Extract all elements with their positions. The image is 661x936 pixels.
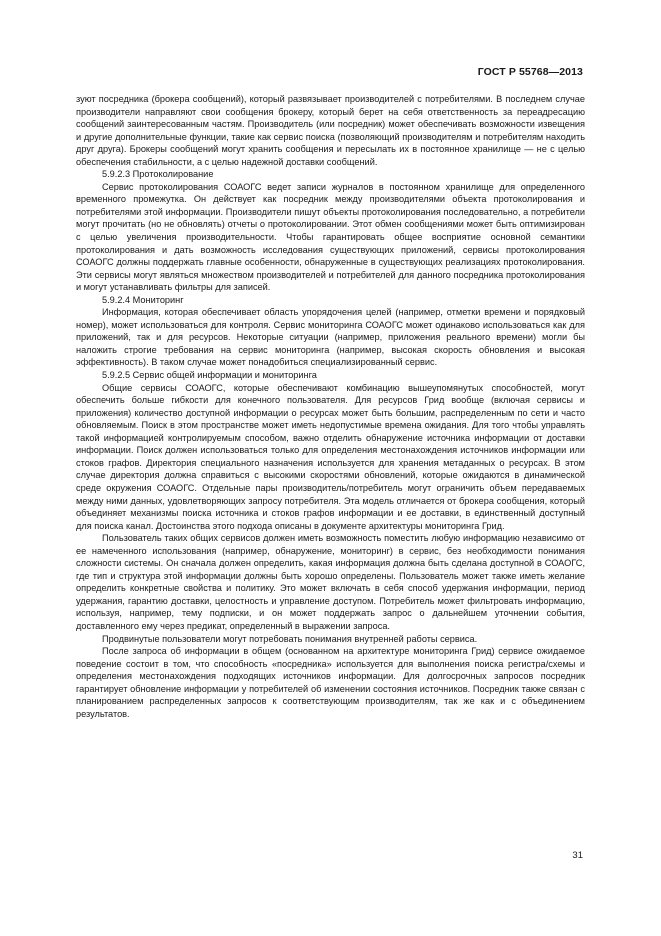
document-body [76,93,585,720]
section-heading-5-9-2-3: 5.9.2.3 Протоколирование [102,169,214,180]
paragraph-continuation: зуют посредника (брокера сообщений), который развязывает производителей с потребителями. В последнем случае производители направляют свои сообщения брокеру, который берет на себя ответственность за переадресацию сообщений заинтересованным частям. Производитель (или посредник) может обеспечивать возможности извещения и другие дополнительные функции, такие как сервис поиска (позволяющий производителям и потребителям находить друг друга). Брокеры сообщений могут хранить сообщения и пересылать их в постоянное хранилище — не с целью обеспечения стабильности, а с целью надежной доставки сообщений. [76,94,585,167]
paragraph-advanced-users: Продвинутые пользователи могут потребовать понимания внутренней работы сервиса. [102,633,478,644]
paragraph-user-services: Пользователь таких общих сервисов должен иметь возможность поместить любую информацию независимо от ее намеченного использования (например, обнаружение, мониторинг) в сервис, без необходимости понимания сложности системы. Он сначала должен определить, какая информация должна быть сделана доступной в СОАОГС, где тип и структура этой информации должны быть хорошо определены. Пользователь может также иметь желание определить конкретные свойства и политику. Это может включать в себя способ удержания информации, период удержания, гарантию доставки, целостность и управление доступом. Потребитель может фильтровать информацию, используя, например, тему подписки, и он может поддержать запрос о дальнейшем уточнении события, доставленного ему через предикат, определенный в выражении запроса. [76,533,585,631]
paragraph-monitoring: Информация, которая обеспечивает область упорядочения целей (например, отметки времени и порядковый номер), может использоваться для контроля. Сервис мониторинга СОАОГС может одинаково использоваться как для приложений, так и для ресурсов. Некоторые ситуации (например, приложения реального времени) могли бы наложить строгие требования на сервис мониторинга (например, высокая скорость обновления и высокая эффективность). В таком случае может понадобиться специализированный сервис. [76,307,585,368]
page-number: 31 [572,850,583,861]
paragraph-general-services: Общие сервисы СОАОГС, которые обеспечивают комбинацию вышеупомянутых способностей, могут обеспечить больше гибкости для конечного пользователя. Для ресурсов Грид вообще (включая сервисы и приложения) количество доступной информации о ресурсах может быть большим, распределенным по сети и часто обновляемым. Поиск в этом пространстве может иметь недопустимые времена ожидания. Для того чтобы управлять такой информацией контролируемым способом, важно отделить обнаружение источника информации от доставки информации. Поиск должен использоваться только для определения местонахождения источников информации или стоков графов. Директория специального назначения используется для хранения метаданных о ресурсах. В этом случае директория должна справиться с высокими скоростями обновлений, которые ожидаются в динамической среде окружения СОАОГС. Отдельные пары производитель/потребитель могут ограничить объем передаваемых между ними данных, удовлетворяющих запросу потребителя. Эта модель отличается от брокера сообщения, который объединяет механизмы поиска источника и стоков графов информации и ее доставки, в единственный доступный для поиска канал. Достоинства этого подхода описаны в документе архитектуры мониторинга Грид. [76,382,585,531]
paragraph-query-behavior: После запроса об информации в общем (основанном на архитектуре мониторинга Грид) сервисе ожидаемое поведение состоит в том, что способность «посредника» используется для выполнения поиска регистра/схемы и определения местонахождения подходящих источников информации. Для долгосрочных запросов посредник гарантирует обновление информации у потребителей об изменении состояния источников. Посредник также связан с планированием распределенных запросов к соответствующим производителям, так же как и с объединением результатов. [76,646,585,719]
document-code: ГОСТ Р 55768—2013 [477,66,583,78]
paragraph-logging: Сервис протоколирования СОАОГС ведет записи журналов в постоянном хранилище для определенного временного промежутка. Он действует как посредник между производителями объекта протоколирования и потребителями этой информации. Производители пишут объекты протоколирования последовательно, а потребители могут прочитать (но не обновлять) отчеты о протоколировании. Этот обмен сообщениями может быть оптимизирован с целью увеличения производительности. Чтобы гарантировать общее восприятие основной семантики протоколирования и дать возможность исследования существующих приложений, сервисы протоколирования СОАОГС должны поддержать главные особенности, обнаруженные в существующих реализациях протоколирования. Эти сервисы могут являться множеством производителей и потребителей для данного посредника протоколирования и могут устанавливать фильтры для записей. [76,181,585,293]
section-heading-5-9-2-5: 5.9.2.5 Сервис общей информации и мониторинга [102,370,317,381]
section-heading-5-9-2-4: 5.9.2.4 Мониторинг [102,294,184,305]
